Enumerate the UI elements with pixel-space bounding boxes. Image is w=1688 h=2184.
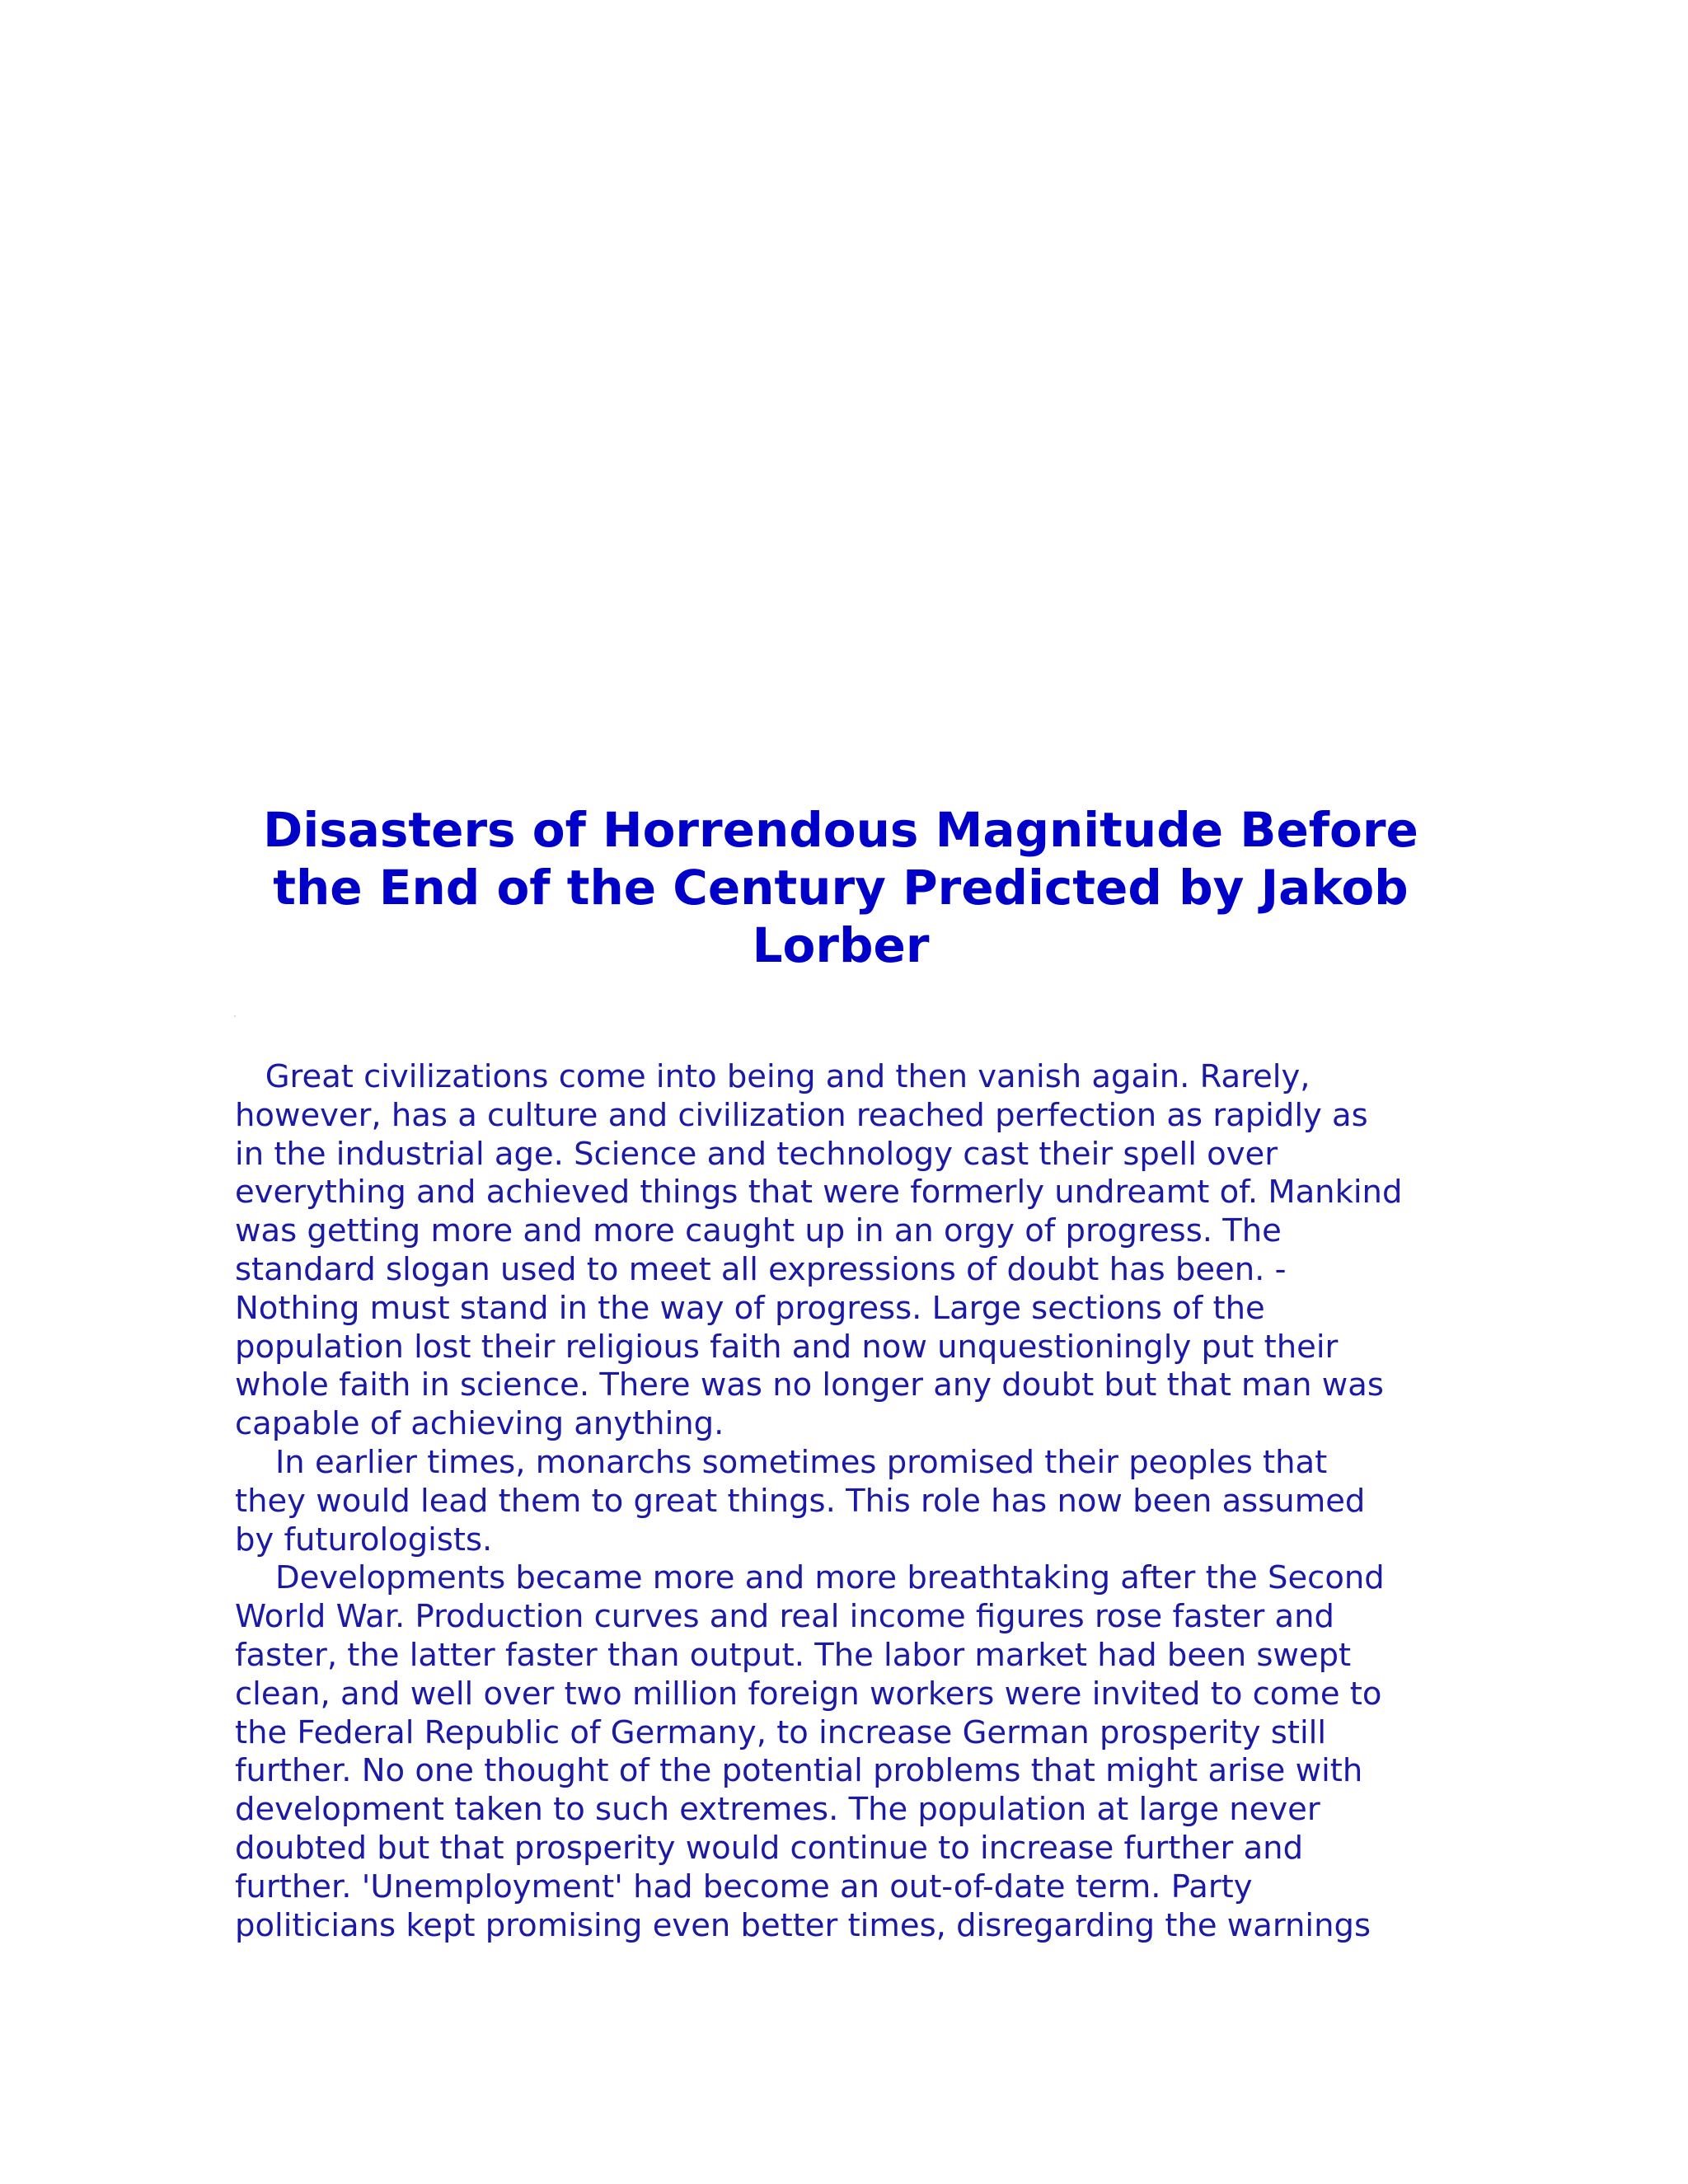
- text-line: faster, the latter faster than output. The labor market had been swept: [235, 1636, 1352, 1674]
- text-line: development taken to such extremes. The population at large never: [235, 1791, 1320, 1829]
- text-line: doubted but that prosperity would continue to increase further and: [235, 1829, 1304, 1867]
- document-body: [235, 1058, 1488, 1945]
- text-line: Great civilizations come into being and then vanish again. Rarely,: [235, 1058, 1311, 1095]
- text-line: further. No one thought of the potential problems that might arise with: [235, 1752, 1363, 1790]
- text-line: they would lead them to great things. This role has now been assumed: [235, 1482, 1366, 1520]
- text-line: World War. Production curves and real income figures rose faster and: [235, 1598, 1334, 1636]
- paragraph: [235, 1559, 1488, 1945]
- text-line: In earlier times, monarchs sometimes promised their peoples that: [235, 1443, 1328, 1481]
- text-line: standard slogan used to meet all expressions of doubt has been. -: [235, 1250, 1287, 1288]
- text-line: capable of achieving anything.: [235, 1405, 724, 1443]
- paragraph: [235, 1058, 1488, 1444]
- paragraph: [235, 1444, 1488, 1559]
- text-line: everything and achieved things that were formerly undreamt of. Mankind: [235, 1174, 1403, 1212]
- text-line: Developments became more and more breathtaking after the Second: [235, 1559, 1385, 1597]
- text-line: clean, and well over two million foreign workers were invited to come to: [235, 1675, 1382, 1713]
- text-line: the Federal Republic of Germany, to increase German prosperity still: [235, 1713, 1327, 1751]
- text-line: by futurologists.: [235, 1521, 493, 1558]
- text-line: politicians kept promising even better times, disregarding the warnings: [235, 1906, 1372, 1944]
- text-line: in the industrial age. Science and technology cast their spell over: [235, 1135, 1278, 1173]
- text-line: further. 'Unemployment' had become an out-of-date term. Party: [235, 1868, 1253, 1905]
- text-line: population lost their religious faith and now unquestioningly put their: [235, 1328, 1339, 1366]
- text-line: however, has a culture and civilization reached perfection as rapidly as: [235, 1096, 1368, 1134]
- text-line: was getting more and more caught up in an orgy of progress. The: [235, 1212, 1282, 1250]
- document-title: Disasters of Horrendous Magnitude Before the End of the Century Predicted by Jakob Lorber: [263, 802, 1418, 973]
- text-line: Nothing must stand in the way of progress. Large sections of the: [235, 1289, 1265, 1327]
- stray-mark: [234, 1015, 236, 1017]
- text-line: whole faith in science. There was no longer any doubt but that man was: [235, 1366, 1384, 1404]
